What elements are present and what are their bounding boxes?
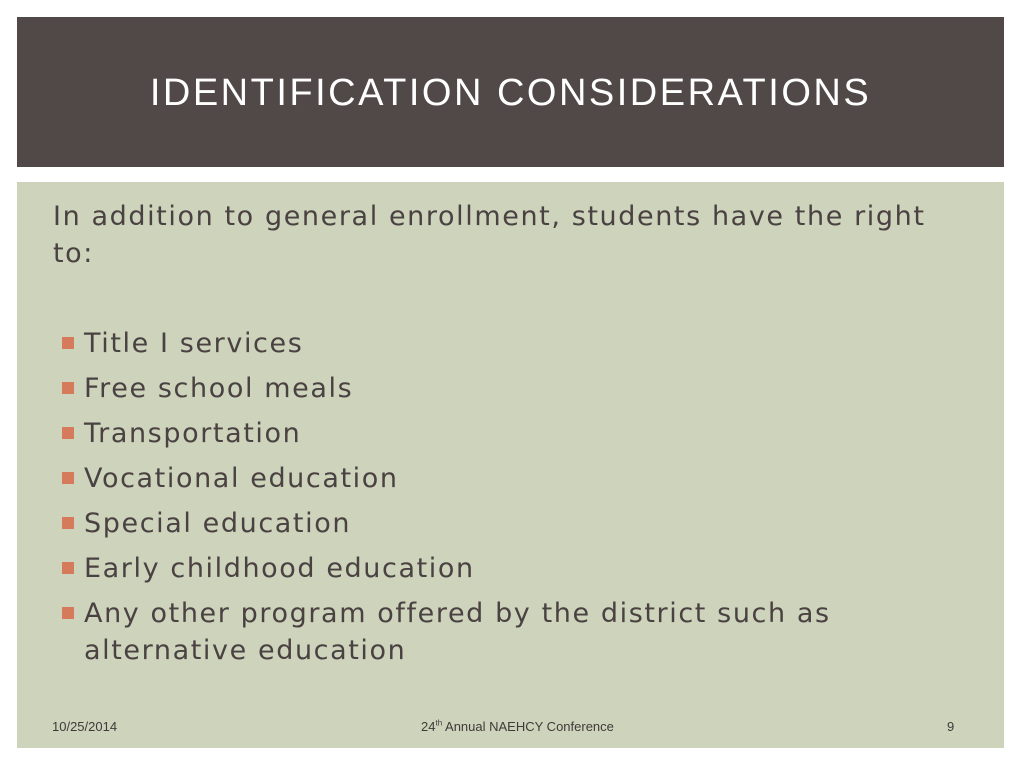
bullet-text: Free school meals — [84, 373, 354, 404]
bullet-text: Any other program offered by the district such as alternative education — [84, 598, 831, 666]
bullet-text: Transportation — [84, 418, 302, 449]
bullet-item — [59, 505, 959, 542]
bullet-item — [59, 550, 959, 587]
bullet-item — [59, 460, 959, 497]
footer-page-number: 9 — [947, 719, 955, 734]
title-band — [17, 17, 1004, 167]
bullet-item — [59, 370, 959, 407]
conference-suffix: th — [435, 718, 443, 728]
bullet-text: Vocational education — [84, 463, 399, 494]
bullet-text: Title I services — [84, 328, 304, 359]
bullet-text: Special education — [84, 508, 352, 539]
square-bullet-icon — [62, 517, 74, 529]
square-bullet-icon — [62, 337, 74, 349]
square-bullet-icon — [62, 607, 74, 619]
content-area — [17, 182, 1004, 748]
square-bullet-icon — [62, 562, 74, 574]
bullet-item — [59, 325, 959, 362]
bullet-text: Early childhood education — [84, 553, 475, 584]
square-bullet-icon — [62, 472, 74, 484]
footer-date: 10/25/2014 — [52, 719, 118, 734]
conference-name: Annual NAEHCY Conference — [442, 719, 614, 734]
bullet-item — [59, 595, 959, 669]
square-bullet-icon — [62, 427, 74, 439]
bullet-list — [59, 325, 959, 677]
conference-number: 24 — [421, 719, 436, 734]
bullet-item — [59, 415, 959, 452]
intro-text: In addition to general enrollment, students have the right to: — [53, 201, 926, 269]
square-bullet-icon — [62, 382, 74, 394]
footer-conference — [421, 719, 614, 734]
slide-title: IDENTIFICATION CONSIDERATIONS — [149, 71, 872, 114]
